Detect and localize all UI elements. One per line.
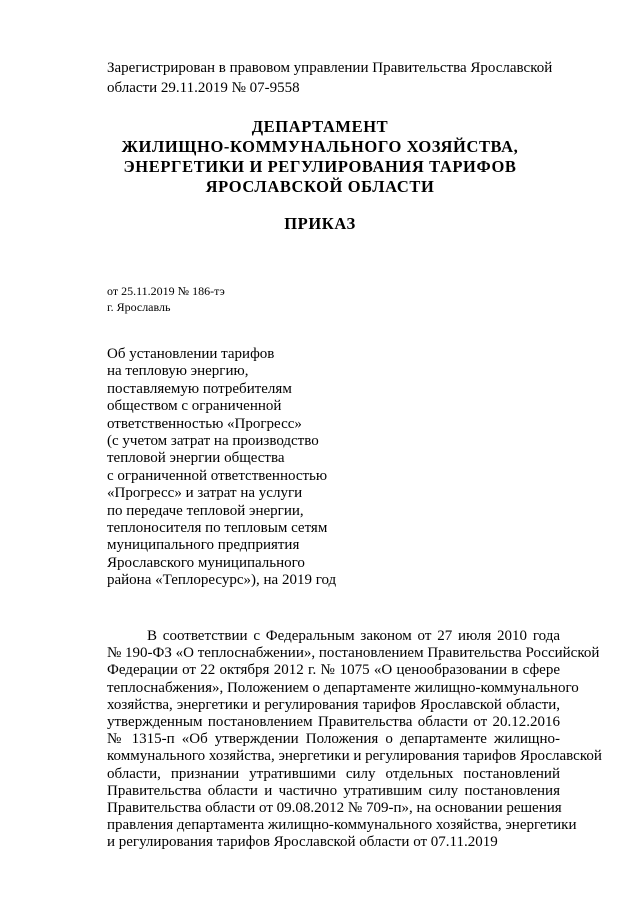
- body-line: коммунального хозяйства, энергетики и регулирования тарифов Ярославской: [107, 748, 602, 765]
- body-line: № 190-ФЗ «О теплоснабжении», постановлением Правительства Российской: [107, 645, 600, 662]
- subject-line: ответственностью «Прогресс»: [107, 415, 302, 432]
- document-type-title: ПРИКАЗ: [284, 214, 356, 233]
- body-line: Федерации от 22 октября 2012 г. № 1075 «О ценообразовании в сфере: [107, 662, 560, 679]
- department-line: ЖИЛИЩНО-КОММУНАЛЬНОГО ХОЗЯЙСТВА,: [121, 137, 519, 156]
- subject-line: муниципального предприятия: [107, 537, 300, 554]
- subject-line: района «Теплоресурс»), на 2019 год: [107, 572, 337, 589]
- order-body-paragraph: [107, 628, 602, 851]
- body-line: хозяйства, энергетики и регулирования тарифов Ярославской области,: [107, 696, 560, 713]
- registration-note: [107, 58, 577, 98]
- order-city: г. Ярославль: [107, 300, 171, 314]
- body-line: Правительства области от 09.08.2012 № 709-п», на основании решения: [107, 799, 562, 816]
- body-line: Правительства области и частично утратившим силу постановления: [107, 782, 560, 799]
- subject-line: «Прогресс» и затрат на услуги: [107, 485, 303, 502]
- registration-line: Зарегистрирован в правовом управлении Правительства Ярославской: [107, 60, 553, 76]
- body-line: № 1315-п «Об утверждении Положения о департаменте жилищно-: [107, 731, 560, 748]
- subject-line: Об установлении тарифов: [107, 346, 275, 362]
- subject-line: по передаче тепловой энергии,: [107, 502, 304, 519]
- order-subject: [107, 346, 407, 590]
- subject-line: обществом с ограниченной: [107, 398, 282, 415]
- registration-line: области 29.11.2019 № 07-9558: [107, 80, 300, 96]
- body-line: области, признании утратившими силу отдельных постановлений: [107, 765, 560, 782]
- body-line: теплоснабжения», Положением о департаменте жилищно-коммунального: [107, 679, 579, 696]
- subject-line: поставляемую потребителям: [107, 380, 292, 397]
- order-date-number: от 25.11.2019 № 186-тэ: [107, 284, 225, 298]
- subject-line: тепловой энергии общества: [107, 450, 285, 467]
- department-line: ЯРОСЛАВСКОЙ ОБЛАСТИ: [205, 177, 435, 196]
- subject-line: на тепловую энергию,: [107, 363, 249, 380]
- body-line: и регулирования тарифов Ярославской области от 07.11.2019: [107, 834, 498, 851]
- body-line: В соответствии с Федеральным законом от 27 июля 2010 года: [147, 628, 560, 644]
- subject-line: с ограниченной ответственностью: [107, 467, 328, 484]
- department-line: ЭНЕРГЕТИКИ И РЕГУЛИРОВАНИЯ ТАРИФОВ: [123, 157, 517, 176]
- subject-line: (с учетом затрат на производство: [107, 433, 319, 450]
- subject-line: Ярославского муниципального: [107, 554, 305, 571]
- order-meta: [107, 283, 225, 315]
- department-line: ДЕПАРТАМЕНТ: [251, 117, 389, 136]
- department-header: [0, 117, 640, 197]
- body-line: утвержденным постановлением Правительства области от 20.12.2016: [107, 713, 560, 730]
- body-line: правления департамента жилищно-коммунального хозяйства, энергетики: [107, 817, 577, 834]
- subject-line: теплоносителя по тепловым сетям: [107, 520, 328, 537]
